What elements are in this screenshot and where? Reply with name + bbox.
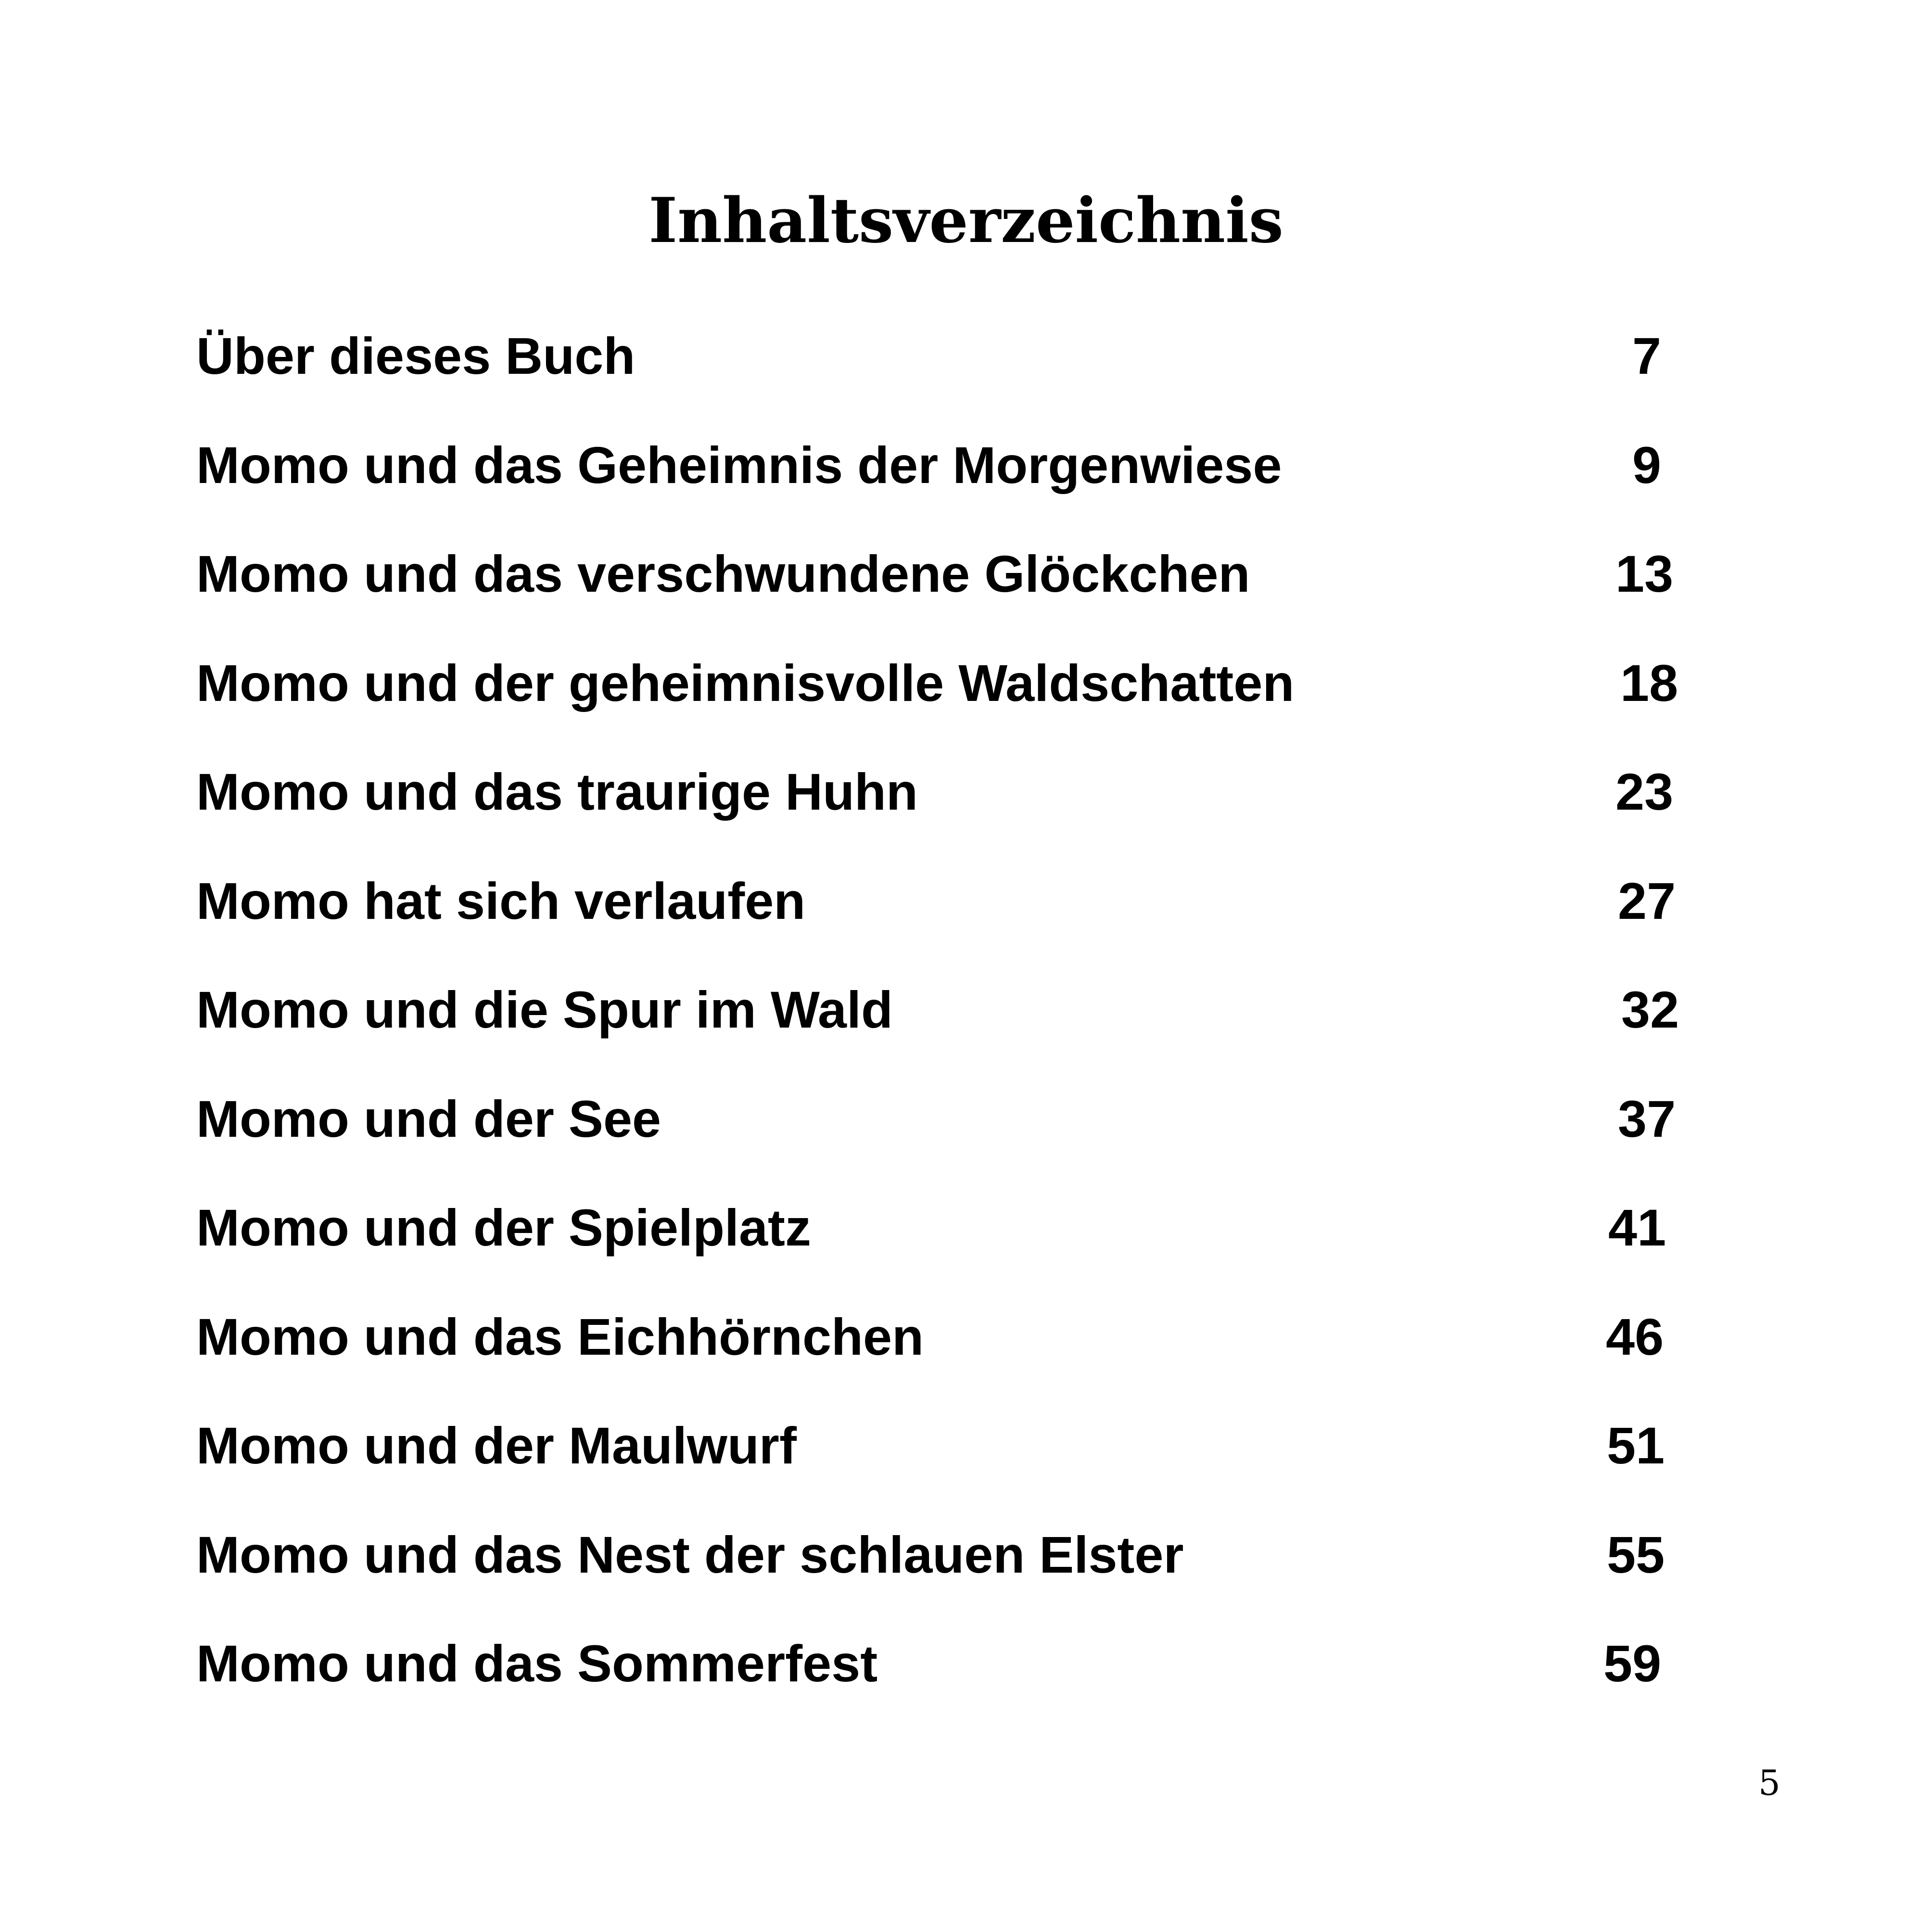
toc-entry-title: Momo und die Spur im Wald — [196, 980, 893, 1039]
toc-entry-page: 41 — [1608, 1198, 1666, 1257]
toc-entry-title: Momo und der geheimnisvolle Waldschatten — [196, 653, 1295, 712]
toc-entry — [196, 980, 1679, 1090]
toc-entry-page: 9 — [1632, 435, 1662, 494]
toc-entry — [196, 545, 1674, 654]
toc-entry-page: 59 — [1603, 1634, 1662, 1692]
toc-entry — [196, 327, 1668, 436]
toc-entry — [196, 763, 1674, 872]
toc-entry-page: 46 — [1606, 1307, 1664, 1366]
toc-entry — [196, 1089, 1676, 1199]
toc-entry-page: 7 — [1632, 327, 1662, 385]
toc-heading: Inhaltsverzeichnis — [648, 185, 1284, 257]
toc-entry — [196, 1199, 1668, 1308]
toc-entry-title: Momo hat sich verlaufen — [196, 871, 806, 930]
toc-entry-title: Momo und das Nest der schlauen Elster — [196, 1525, 1184, 1584]
toc-entry — [196, 653, 1678, 763]
toc-entry-title: Momo und das Sommerfest — [196, 1634, 878, 1692]
toc-entry-page: 27 — [1618, 871, 1676, 930]
toc-entry — [196, 1308, 1668, 1417]
toc-entry — [196, 871, 1676, 981]
toc-entry-title: Momo und der See — [196, 1089, 661, 1148]
toc-entry-page: 37 — [1618, 1089, 1676, 1148]
toc-entry-page: 55 — [1607, 1525, 1665, 1584]
toc-entry-title: Momo und der Spielplatz — [196, 1198, 812, 1257]
toc-entry-page: 32 — [1621, 980, 1679, 1039]
toc-entry-title: Momo und der Maulwurf — [196, 1416, 797, 1474]
toc-entry-page: 13 — [1615, 545, 1674, 603]
toc-entry-page: 51 — [1607, 1416, 1665, 1474]
toc-entry-page: 18 — [1620, 653, 1678, 712]
page-number: 5 — [1758, 1763, 1780, 1803]
toc-entry — [196, 436, 1668, 546]
toc-entry-title: Über dieses Buch — [196, 327, 636, 385]
toc-entry — [196, 1417, 1668, 1526]
toc-entry-title: Momo und das Eichhörnchen — [196, 1307, 924, 1366]
toc-entry-title: Momo und das traurige Huhn — [196, 763, 918, 821]
toc-entry-page: 23 — [1615, 763, 1674, 821]
toc-list — [196, 327, 1679, 1744]
toc-entry-title: Momo und das verschwundene Glöckchen — [196, 545, 1250, 603]
toc-entry — [196, 1526, 1668, 1635]
toc-entry-title: Momo und das Geheimnis der Morgenwiese — [196, 435, 1282, 494]
toc-entry — [196, 1635, 1668, 1744]
